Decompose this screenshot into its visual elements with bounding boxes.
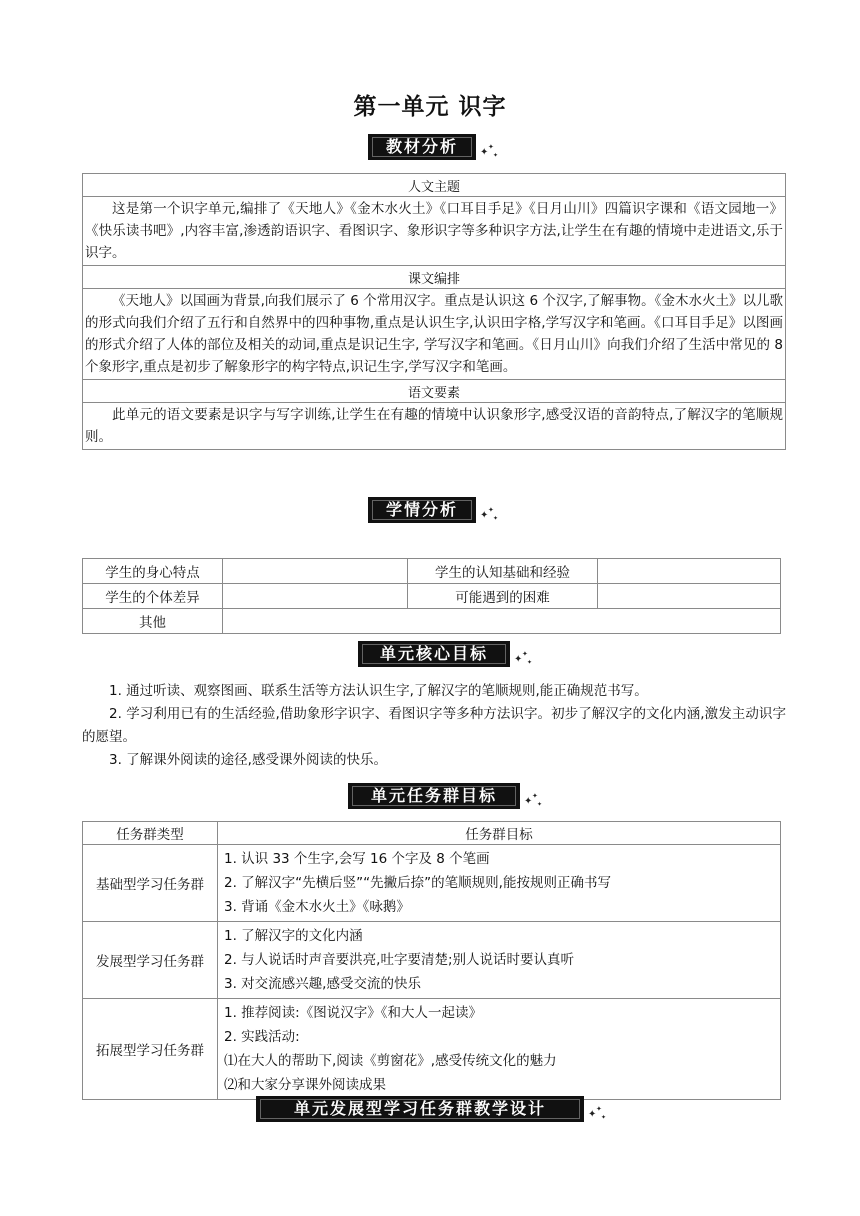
task-type-basic: 基础型学习任务群 bbox=[83, 845, 218, 922]
task-goal-item: 3. 背诵《金木水火土》《咏鹅》 bbox=[224, 899, 410, 915]
task-group-table bbox=[82, 821, 781, 1100]
language-elements-text: 此单元的语文要素是识字与写字训练,让学生在有趣的情境中认识象形字,感受汉语的音韵特点,了解汉字的笔顺规则。 bbox=[83, 403, 786, 450]
humanities-theme-header: 人文主题 bbox=[83, 174, 786, 197]
task-goal-item: 2. 了解汉字“先横后竖”“先撇后捺”的笔顺规则,能按规则正确书写 bbox=[224, 875, 611, 891]
lesson-arrangement-text: 《天地人》以国画为背景,向我们展示了 6 个常用汉字。重点是认识这 6 个汉字,了解事物。《金木水火土》以儿歌的形式向我们介绍了五行和自然界中的四种事物,重点是认识生字,认识田字格,学写汉字和笔画。《口耳目手足》以图画的形式介绍了人体的部位及相关的动词,重点是识记生字, 学写汉字和笔画。《日月山川》向我们介绍了生活中常见的 8 个象形字,重点是初步了解象形字的构字特点,识记生字,学写汉字和笔画。 bbox=[83, 289, 786, 380]
physical-mental-label: 学生的身心特点 bbox=[83, 559, 223, 584]
banner-textbook-analysis: 教材分析 bbox=[368, 134, 476, 160]
task-goal-item: ⑴在大人的帮助下,阅读《剪窗花》,感受传统文化的魅力 bbox=[224, 1053, 557, 1069]
task-type-header: 任务群类型 bbox=[83, 822, 218, 845]
lesson-arrangement-header: 课文编排 bbox=[83, 266, 786, 289]
individual-diff-label: 学生的个体差异 bbox=[83, 584, 223, 609]
sparkle-icon: ✦ ✦ ✦ bbox=[480, 143, 499, 159]
table-row bbox=[83, 922, 781, 999]
sparkle-icon: ✦ ✦ ✦ bbox=[514, 650, 533, 666]
core-goal-item: 3. 了解课外阅读的途径,感受课外阅读的快乐。 bbox=[109, 752, 387, 768]
banner-core-goals: 单元核心目标 bbox=[358, 641, 510, 667]
table-row bbox=[83, 845, 781, 922]
task-goals-basic bbox=[218, 845, 781, 922]
physical-mental-value bbox=[223, 559, 408, 584]
cognitive-basis-label: 学生的认知基础和经验 bbox=[408, 559, 598, 584]
individual-diff-value bbox=[223, 584, 408, 609]
difficulties-value bbox=[598, 584, 781, 609]
page-title: 第一单元 识字 bbox=[353, 94, 507, 120]
humanities-theme-text: 这是第一个识字单元,编排了《天地人》《金木水火土》《口耳目手足》《日月山川》四篇识字课和《语文园地一》《快乐读书吧》,内容丰富,渗透韵语识字、看图识字、象形识字等多种识字方法,让学生在有趣的情境中走进语文,乐于识字。 bbox=[83, 197, 786, 266]
task-goal-item: 1. 了解汉字的文化内涵 bbox=[224, 928, 363, 944]
other-label: 其他 bbox=[83, 609, 223, 634]
core-goal-item: 1. 通过听读、观察图画、联系生活等方法认识生字,了解汉字的笔顺规则,能正确规范书写。 bbox=[109, 683, 648, 699]
other-value bbox=[223, 609, 781, 634]
task-type-extension: 拓展型学习任务群 bbox=[83, 999, 218, 1100]
core-goal-item: 2. 学习利用已有的生活经验,借助象形字识字、看图识字等多种方法识字。初步了解汉字的文化内涵,激发主动识字的愿望。 bbox=[82, 706, 786, 745]
task-type-development: 发展型学习任务群 bbox=[83, 922, 218, 999]
task-goal-item: 1. 推荐阅读:《图说汉字》《和大人一起读》 bbox=[224, 1005, 482, 1021]
banner-student-analysis: 学情分析 bbox=[368, 497, 476, 523]
task-goal-item: 3. 对交流感兴趣,感受交流的快乐 bbox=[224, 976, 421, 992]
task-goals-header: 任务群目标 bbox=[218, 822, 781, 845]
sparkle-icon: ✦ ✦ ✦ bbox=[588, 1105, 607, 1121]
textbook-analysis-table bbox=[82, 173, 786, 450]
banner-task-design: 单元发展型学习任务群教学设计 bbox=[256, 1096, 584, 1122]
sparkle-icon: ✦ ✦ ✦ bbox=[524, 792, 543, 808]
task-goal-item: 2. 与人说话时声音要洪亮,吐字要清楚;别人说话时要认真听 bbox=[224, 952, 575, 968]
core-goals-list bbox=[82, 680, 786, 772]
task-goal-item: ⑵和大家分享课外阅读成果 bbox=[224, 1077, 386, 1093]
task-goals-development bbox=[218, 922, 781, 999]
sparkle-icon: ✦ ✦ ✦ bbox=[480, 506, 499, 522]
table-row bbox=[83, 999, 781, 1100]
banner-task-goals: 单元任务群目标 bbox=[348, 783, 520, 809]
task-goal-item: 1. 认识 33 个生字,会写 16 个字及 8 个笔画 bbox=[224, 851, 490, 867]
difficulties-label: 可能遇到的困难 bbox=[408, 584, 598, 609]
cognitive-basis-value bbox=[598, 559, 781, 584]
language-elements-header: 语文要素 bbox=[83, 380, 786, 403]
task-goal-item: 2. 实践活动: bbox=[224, 1029, 300, 1045]
student-analysis-table bbox=[82, 558, 781, 634]
task-goals-extension bbox=[218, 999, 781, 1100]
